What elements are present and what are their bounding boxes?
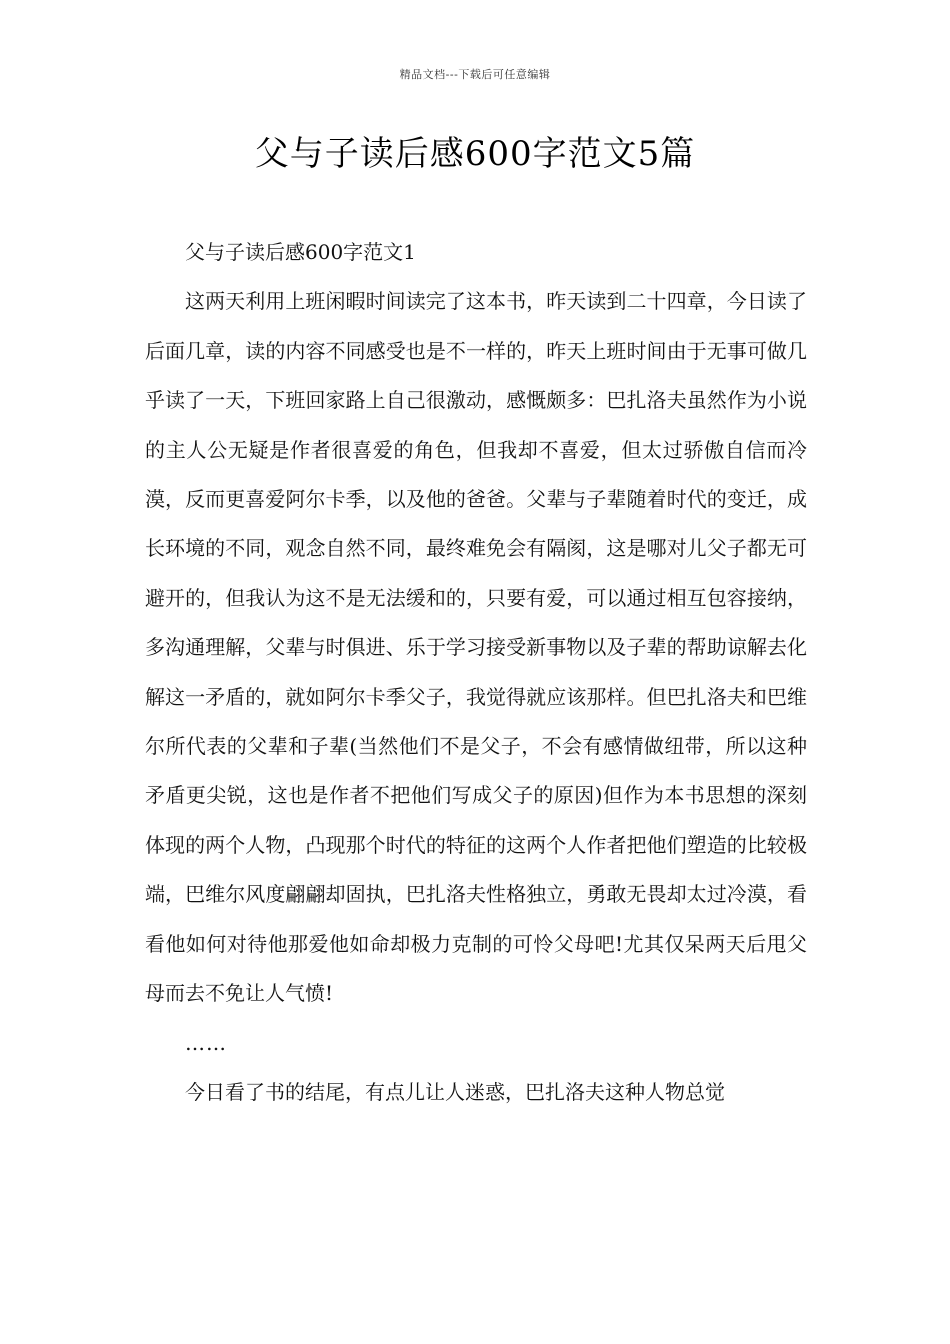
ellipsis-marker: …… <box>185 1030 227 1055</box>
section-heading: 父与子读后感600字范文1 <box>185 240 416 264</box>
document-title: 父与子读后感600字范文5篇 <box>254 134 696 174</box>
header-note: 精品文档---下载后可任意编辑 <box>399 68 551 81</box>
document-body <box>145 228 807 1117</box>
body-paragraph: 这两天利用上班闲暇时间读完了这本书，昨天读到二十四章，今日读了后面几章，读的内容不同感受也是不一样的，昨天上班时间由于无事可做几乎读了一天，下班回家路上自己很激动，感慨颇多：巴扎洛夫虽然作为小说的主人公无疑是作者很喜爱的角色，但我却不喜爱，但太过骄傲自信而冷漠，反而更喜爱阿尔卡季，以及他的爸爸。父辈与子辈随着时代的变迁，成长环境的不同，观念自然不同，最终难免会有隔阂，这是哪对儿父子都无可避开的，但我认为这不是无法缓和的，只要有爱，可以通过相互包容接纳，多沟通理解，父辈与时俱进、乐于学习接受新事物以及子辈的帮助谅解去化解这一矛盾的，就如阿尔卡季父子，我觉得就应该那样。但巴扎洛夫和巴维尔所代表的父辈和子辈(当然他们不是父子，不会有感情做纽带，所以这种矛盾更尖锐，这也是作者不把他们写成父子的原因)但作为本书思想的深刻体现的两个人物，凸现那个时代的特征的这两个人作者把他们塑造的比较极端，巴维尔风度翩翩却固执，巴扎洛夫性格独立，勇敢无畏却太过冷漠，看看他如何对待他那爱他如命却极力克制的可怜父母吧!尤其仅呆两天后甩父母而去不免让人气愤! <box>145 289 807 1006</box>
body-paragraph: 今日看了书的结尾，有点儿让人迷惑，巴扎洛夫这种人物总觉 <box>185 1079 725 1104</box>
